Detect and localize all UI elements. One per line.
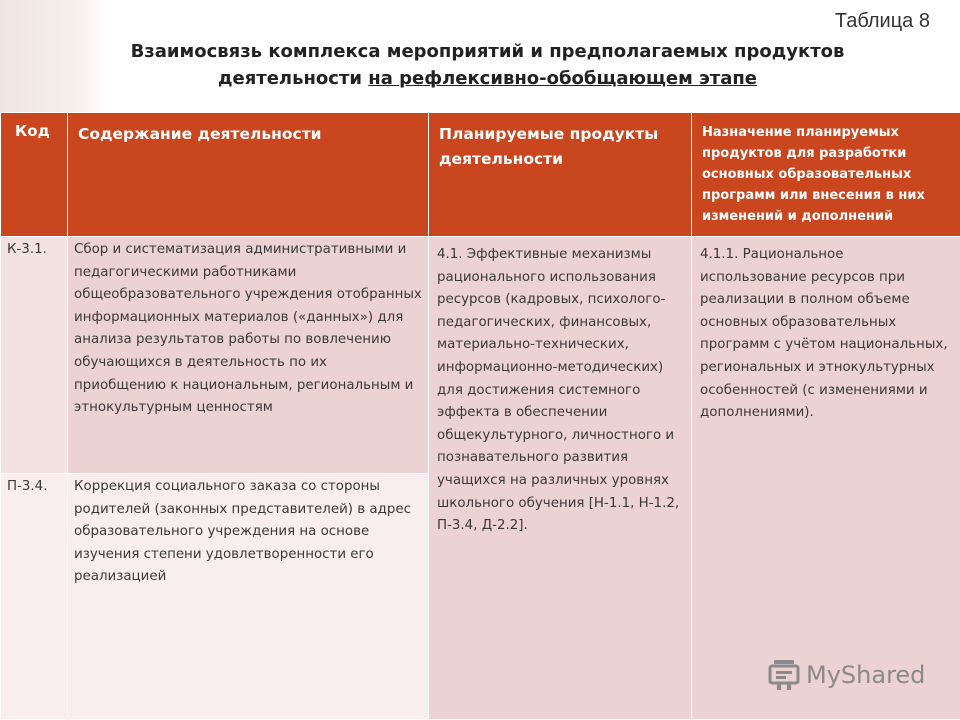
column-header-content [68,113,429,237]
column-header-purpose [692,113,960,237]
title-line-1: Взаимосвязь комплекса мероприятий и предполагаемых продуктов [130,41,845,62]
row-code-cell: П-3.4. [1,474,68,720]
column-header-content-label: Содержание деятельности [78,125,322,143]
column-header-code-label: Код [15,122,50,140]
page-title [0,38,960,92]
title-line-2-plain: деятельности [217,68,369,89]
planned-products-cell: 4.1. Эффективные механизмы рационального использования ресурсов (кадровых, психолого-педагогических, финансовых, материально-технических, информационно-методических) для достижения системного эффекта в обеспечении общекультурного, личностного и познавательного развития учащихся на различных уровнях школьного обучения [Н-1.1, Н-1.2, П-3.4, Д-2.2]. [429,237,692,720]
purpose-cell: 4.1.1. Рациональное использование ресурсов при реализации в полном объеме основных образовательных программ с учётом национальных, региональных и этнокультурных особенностей (с изменениями и дополнениями). [692,237,960,720]
column-header-products-label: Планируемые продукты деятельности [439,125,659,168]
table-header-row [1,113,960,237]
activity-table [0,112,960,720]
title-line-2-underlined: на рефлексивно-обобщающем этапе [368,68,758,89]
table-row [1,237,960,474]
row-content-cell: Коррекция социального заказа со стороны родителей (законных представителей) в адрес образовательного учреждения на основе изучения степени удовлетворенности его реализацией [68,474,429,720]
watermark-logo [768,655,925,695]
column-header-code [1,113,68,237]
row-content-cell: Сбор и систематизация административными и педагогическими работниками общеобразовательного учреждения отобранных информационных материалов («данных») для анализа результатов работы по вовлечению обучающихся в деятельность по их приобщению к национальным, региональным и этнокультурным ценностям [68,237,429,474]
watermark-text: MyShared [806,661,926,689]
title-line-2 [0,65,960,92]
table-number-label: Таблица 8 [834,10,930,32]
column-header-products [429,113,692,237]
column-header-purpose-label: Назначение планируемых продуктов для разработки основных образовательных программ или внесения в них изменений и дополнений [702,125,925,224]
presentation-board-icon [768,660,800,690]
row-code-cell: К-3.1. [1,237,68,474]
